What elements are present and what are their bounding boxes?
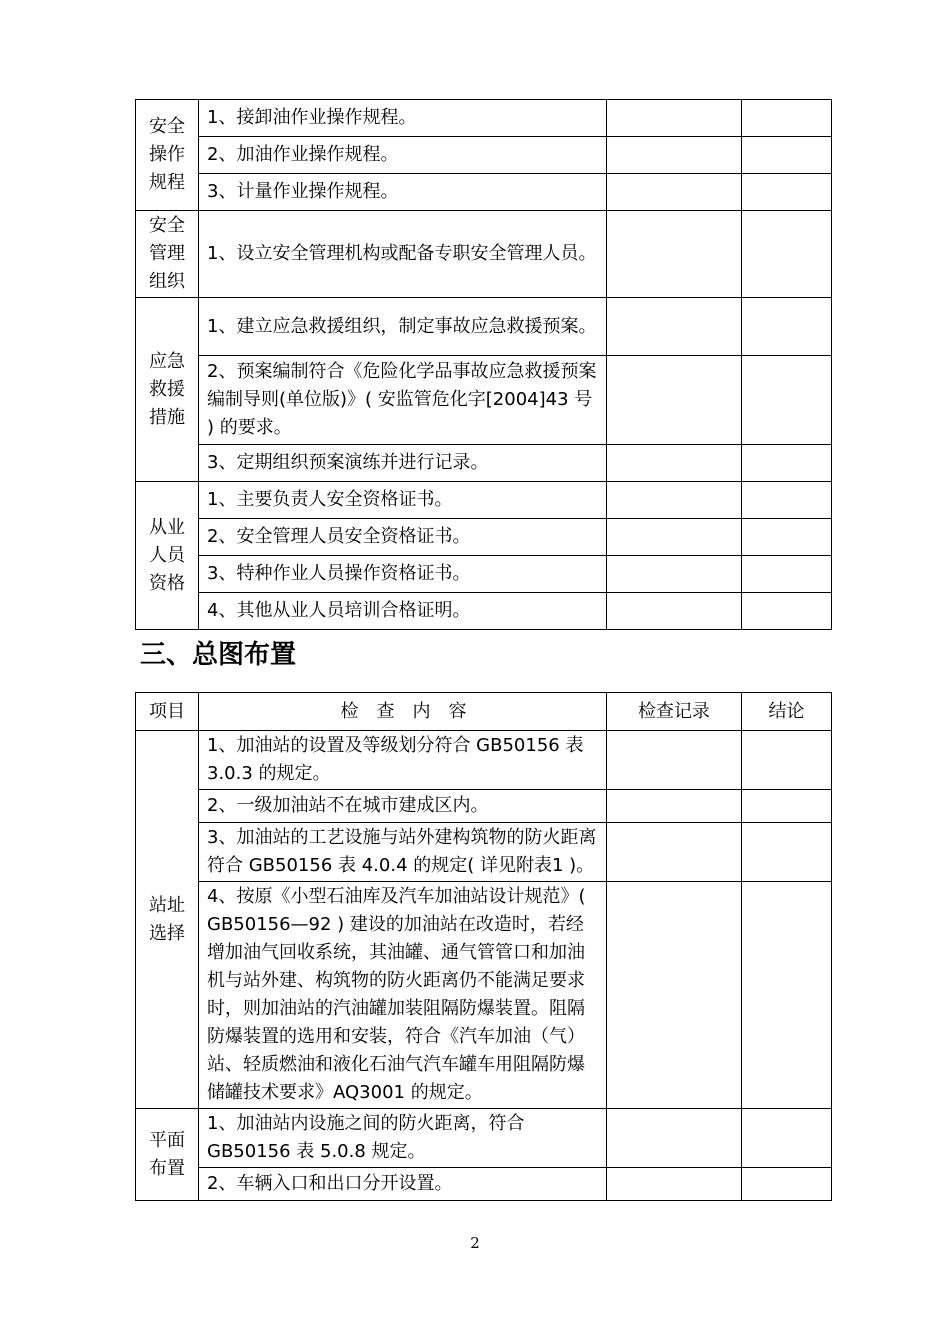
category-cell (136, 1109, 199, 1201)
record-cell[interactable] (607, 519, 742, 556)
record-cell[interactable] (607, 482, 742, 519)
category-cell (136, 731, 199, 1109)
check-item: 3、定期组织预案演练并进行记录。 (199, 445, 607, 482)
record-cell[interactable] (607, 100, 742, 137)
safety-checklist-table (135, 99, 832, 630)
check-item: 4、其他从业人员培训合格证明。 (199, 593, 607, 630)
record-cell[interactable] (607, 445, 742, 482)
record-cell[interactable] (607, 1168, 742, 1201)
conclusion-cell[interactable] (742, 882, 832, 1109)
category-label: 平面 布置 (149, 1129, 185, 1179)
page-number: 2 (470, 1234, 480, 1252)
category-label: 从业 人员 资格 (149, 516, 185, 594)
record-cell[interactable] (607, 1109, 742, 1168)
record-cell[interactable] (607, 882, 742, 1109)
site-layout-checklist-table (135, 692, 832, 1201)
check-item: 3、计量作业操作规程。 (199, 174, 607, 211)
record-cell[interactable] (607, 211, 742, 298)
table-row (136, 823, 832, 882)
conclusion-cell[interactable] (742, 1109, 832, 1168)
category-cell (136, 211, 199, 298)
header-item: 项目 (136, 693, 199, 731)
record-cell[interactable] (607, 790, 742, 823)
check-item: 2、一级加油站不在城市建成区内。 (199, 790, 607, 823)
table-row (136, 593, 832, 630)
check-item: 2、车辆入口和出口分开设置。 (199, 1168, 607, 1201)
table-row (136, 556, 832, 593)
table-row (136, 482, 832, 519)
record-cell[interactable] (607, 731, 742, 790)
record-cell[interactable] (607, 556, 742, 593)
header-record: 检查记录 (607, 693, 742, 731)
category-label: 安全 操作 规程 (149, 116, 185, 193)
check-item: 4、按原《小型石油库及汽车加油站设计规范》( GB50156—92 ) 建设的加油站在改造时，若经增加油气回收系统，其油罐、通气管管口和加油机与站外建、构筑物的防火距离仍不能满足要求时，则加油站的汽油罐加装阻隔防爆装置。阻隔防爆装置的选用和安装，符合《汽车加油（气）站、轻质燃油和液化石油气汽车罐车用阻隔防爆储罐技术要求》AQ3001 的规定。 (199, 882, 607, 1109)
category-label: 应急 救援 措施 (149, 350, 185, 428)
section-title: 三、总图布置 (140, 640, 297, 670)
table-row (136, 519, 832, 556)
table-row (136, 882, 832, 1109)
check-item: 1、建立应急救援组织，制定事故应急救援预案。 (199, 298, 607, 356)
check-item: 1、加油站的设置及等级划分符合 GB50156 表 3.0.3 的规定。 (199, 731, 607, 790)
conclusion-cell[interactable] (742, 445, 832, 482)
conclusion-cell[interactable] (742, 211, 832, 298)
check-item: 3、加油站的工艺设施与站外建构筑物的防火距离符合 GB50156 表 4.0.4 的规定( 详见附表1 )。 (199, 823, 607, 882)
check-item: 1、主要负责人安全资格证书。 (199, 482, 607, 519)
header-conclusion: 结论 (742, 693, 832, 731)
conclusion-cell[interactable] (742, 731, 832, 790)
table-row (136, 100, 832, 137)
conclusion-cell[interactable] (742, 137, 832, 174)
check-item: 2、安全管理人员安全资格证书。 (199, 519, 607, 556)
record-cell[interactable] (607, 593, 742, 630)
record-cell[interactable] (607, 137, 742, 174)
category-cell (136, 100, 199, 211)
check-item: 1、接卸油作业操作规程。 (199, 100, 607, 137)
check-item: 3、特种作业人员操作资格证书。 (199, 556, 607, 593)
check-item: 2、加油作业操作规程。 (199, 137, 607, 174)
table-row (136, 1168, 832, 1201)
record-cell[interactable] (607, 356, 742, 445)
conclusion-cell[interactable] (742, 100, 832, 137)
conclusion-cell[interactable] (742, 593, 832, 630)
record-cell[interactable] (607, 823, 742, 882)
conclusion-cell[interactable] (742, 1168, 832, 1201)
conclusion-cell[interactable] (742, 556, 832, 593)
table-row (136, 790, 832, 823)
check-item: 1、加油站内设施之间的防火距离，符合 GB50156 表 5.0.8 规定。 (199, 1109, 607, 1168)
conclusion-cell[interactable] (742, 174, 832, 211)
table-row (136, 1109, 832, 1168)
header-content: 检 查 内 容 (199, 693, 607, 731)
category-cell (136, 298, 199, 482)
table-header-row (136, 693, 832, 731)
check-item: 1、设立安全管理机构或配备专职安全管理人员。 (199, 211, 607, 298)
conclusion-cell[interactable] (742, 790, 832, 823)
category-label: 站址 选择 (149, 894, 185, 944)
table-row (136, 731, 832, 790)
table-row (136, 137, 832, 174)
record-cell[interactable] (607, 174, 742, 211)
conclusion-cell[interactable] (742, 482, 832, 519)
table-row (136, 356, 832, 445)
conclusion-cell[interactable] (742, 519, 832, 556)
table-row (136, 174, 832, 211)
category-cell (136, 482, 199, 630)
conclusion-cell[interactable] (742, 298, 832, 356)
check-item: 2、预案编制符合《危险化学品事故应急救援预案编制导则(单位版)》( 安监管危化字[2004]43 号 ) 的要求。 (199, 356, 607, 445)
category-label: 安全 管理 组织 (149, 215, 185, 292)
record-cell[interactable] (607, 298, 742, 356)
table-row (136, 445, 832, 482)
conclusion-cell[interactable] (742, 356, 832, 445)
table-row (136, 298, 832, 356)
table-row (136, 211, 832, 298)
conclusion-cell[interactable] (742, 823, 832, 882)
